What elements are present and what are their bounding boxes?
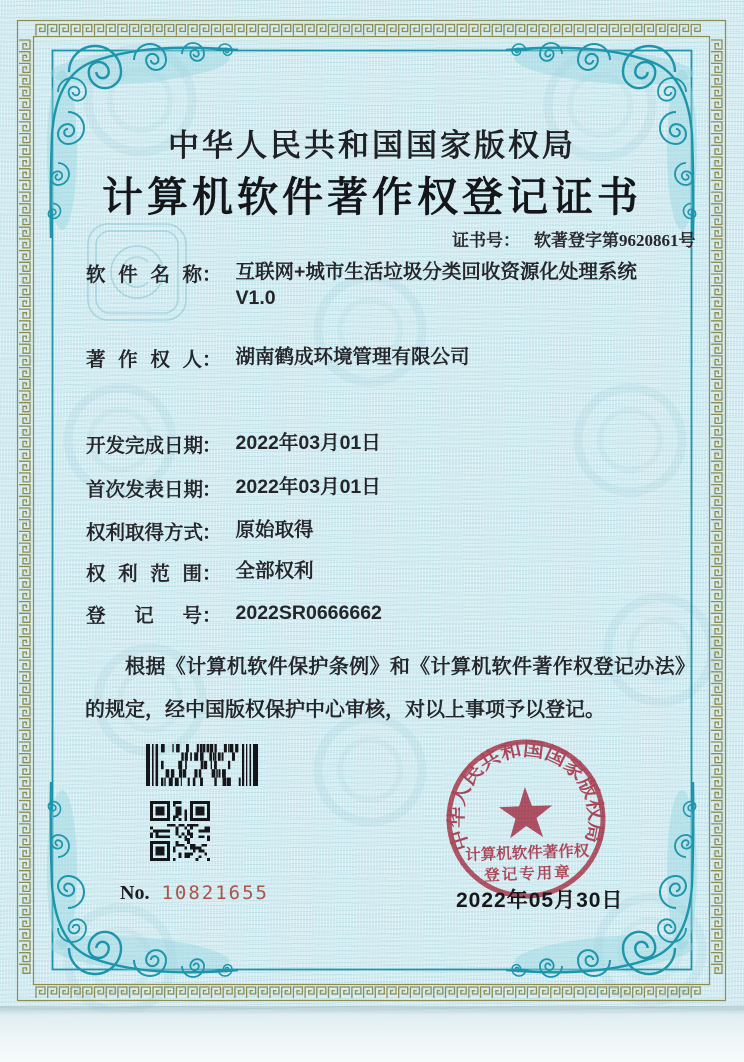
- field-label: 开发完成日期: [86, 435, 204, 457]
- software-name-line1: 互联网+城市生活垃圾分类回收资源化处理系统: [235, 261, 637, 283]
- field-value: 2022年03月01日: [235, 476, 381, 498]
- scan-page-edge: [0, 1006, 744, 1062]
- field-software-name: [86, 259, 706, 311]
- stamp-star-icon: [498, 786, 553, 839]
- registration-statement: 根据《计算机软件保护条例》和《计算机软件著作权登记办法》的规定，经中国版权保护中心审核，对以上事项予以登记。: [85, 656, 695, 721]
- field-colon: ：: [202, 349, 222, 371]
- certificate-number-line: [452, 226, 696, 251]
- field-label: 权利取得方式: [86, 522, 204, 544]
- field-value: 2022SR0666662: [235, 602, 382, 624]
- field-label: 首次发表日期: [86, 479, 204, 501]
- software-name-line2: V1.0: [235, 287, 276, 309]
- serial-number-value: 10821655: [161, 882, 269, 904]
- barcode: [146, 744, 258, 786]
- field-label: 软件名称: [86, 264, 202, 286]
- field-colon: ：: [202, 522, 222, 544]
- field-value: 全部权利: [235, 560, 314, 582]
- field-value: 原始取得: [235, 519, 314, 541]
- certificate-number-label: 证书号：: [452, 231, 520, 250]
- field-acquisition-method: [86, 517, 706, 545]
- issue-date: 2022年05月30日: [456, 889, 624, 912]
- field-copyright-owner: [86, 344, 706, 372]
- field-label: 登记号: [86, 605, 202, 627]
- field-colon: ：: [202, 479, 222, 501]
- field-dev-complete-date: [86, 430, 706, 458]
- field-value: [236, 259, 706, 311]
- issuer-title: 中华人民共和国国家版权局: [168, 128, 576, 163]
- stamp-text-line2: 登记专用章: [483, 864, 572, 885]
- official-stamp: [440, 733, 612, 905]
- certificate-number-value: 软著登字第9620861号: [534, 231, 696, 250]
- field-colon: ：: [202, 605, 222, 627]
- field-label: 权利范围: [86, 563, 202, 585]
- field-value: 湖南鹤成环境管理有限公司: [235, 346, 470, 368]
- certificate-title: 计算机软件著作权登记证书: [102, 174, 642, 220]
- serial-number-line: [120, 882, 269, 905]
- field-colon: ：: [202, 264, 222, 286]
- field-label: 著作权人: [86, 349, 202, 371]
- field-value: 2022年03月01日: [235, 432, 381, 454]
- qr-code: [150, 801, 210, 861]
- field-registration-number: [86, 600, 706, 628]
- field-colon: ：: [202, 563, 222, 585]
- field-rights-scope: [86, 558, 706, 586]
- serial-number-label: No.: [120, 882, 150, 904]
- stamp-ring-text: 中华人民共和国国家版权局: [445, 738, 607, 854]
- field-colon: ：: [202, 435, 222, 457]
- field-first-publish-date: [86, 474, 706, 502]
- stamp-text-line1: 计算机软件著作权: [464, 842, 590, 865]
